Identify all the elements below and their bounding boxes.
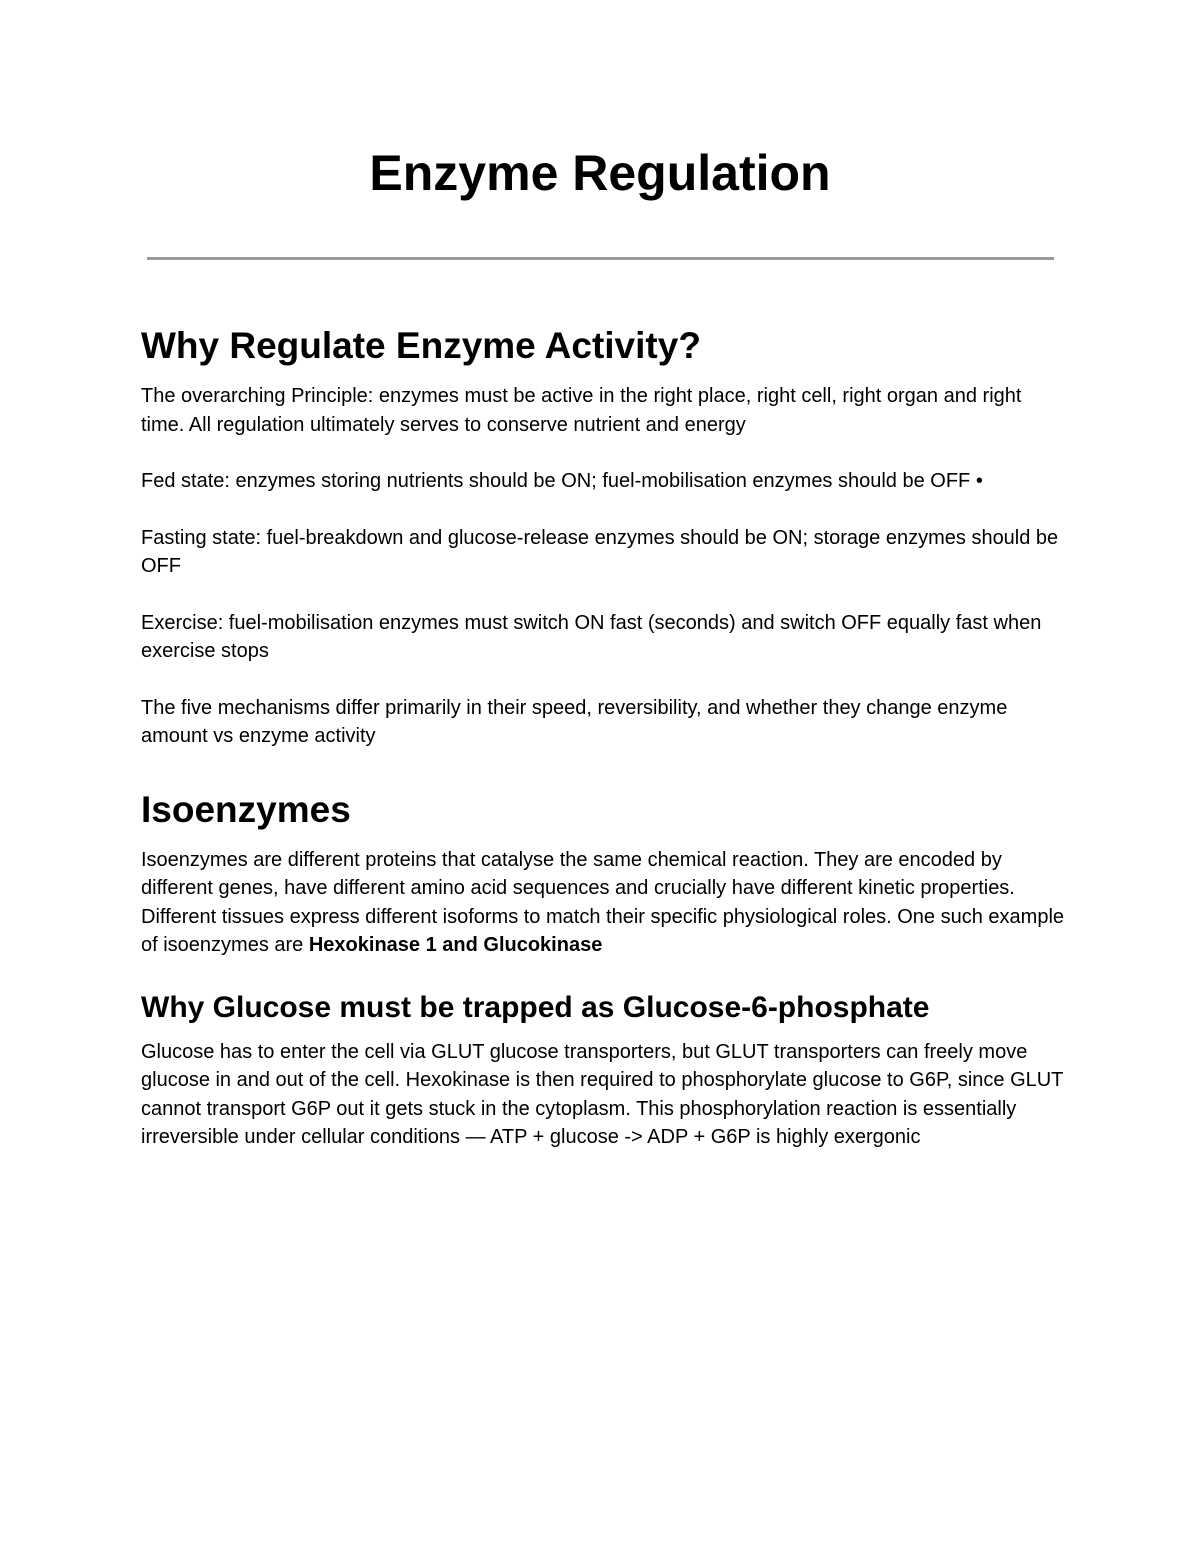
paragraph-exercise: Exercise: fuel-mobilisation enzymes must switch ON fast (seconds) and switch OFF equally fast when exercise stops [141, 611, 1042, 662]
paragraph-fed-state: Fed state: enzymes storing nutrients should be ON; fuel-mobilisation enzymes should be OFF • [141, 470, 983, 492]
paragraph-glucose-trapped: Glucose has to enter the cell via GLUT glucose transporters, but GLUT transporters can freely move glucose in and out of the cell. Hexokinase is then required to phosphorylate glucose to G6P, since GLUT cannot transport G6P out it gets stuck in the cytoplasm. This phosphorylation reaction is essentially irreversible under cellular conditions — ATP + glucose -> ADP + G6P is highly exergonic [141, 1040, 1064, 1148]
document-body [141, 320, 1066, 1152]
section-heading-glucose-trapped: Why Glucose must be trapped as Glucose-6-phosphate [141, 990, 930, 1024]
isoenzymes-text: Isoenzymes are different proteins that catalyse the same chemical reaction. They are encoded by different genes, have different amino acid sequences and crucially have different kinetic properties. Different tissues express different isoforms to match their specific physiological roles. One such example of isoenzymes are [141, 848, 1065, 956]
paragraph-isoenzymes [141, 846, 1066, 960]
page-title: Enzyme Regulation [369, 145, 831, 201]
section-heading-why-regulate: Why Regulate Enzyme Activity? [141, 325, 701, 366]
paragraph-overarching-principle: The overarching Principle: enzymes must be active in the right place, right cell, right organ and right time. All regulation ultimately serves to conserve nutrient and energy [141, 385, 1022, 436]
isoenzymes-example-bold: Hexokinase 1 and Glucokinase [308, 934, 603, 956]
paragraph-fasting-state: Fasting state: fuel-breakdown and glucose-release enzymes should be ON; storage enzymes should be OFF [141, 526, 1059, 577]
section-heading-isoenzymes: Isoenzymes [141, 788, 351, 830]
title-divider [147, 257, 1054, 260]
paragraph-five-mechanisms: The five mechanisms differ primarily in their speed, reversibility, and whether they change enzyme amount vs enzyme activity [141, 696, 1008, 747]
